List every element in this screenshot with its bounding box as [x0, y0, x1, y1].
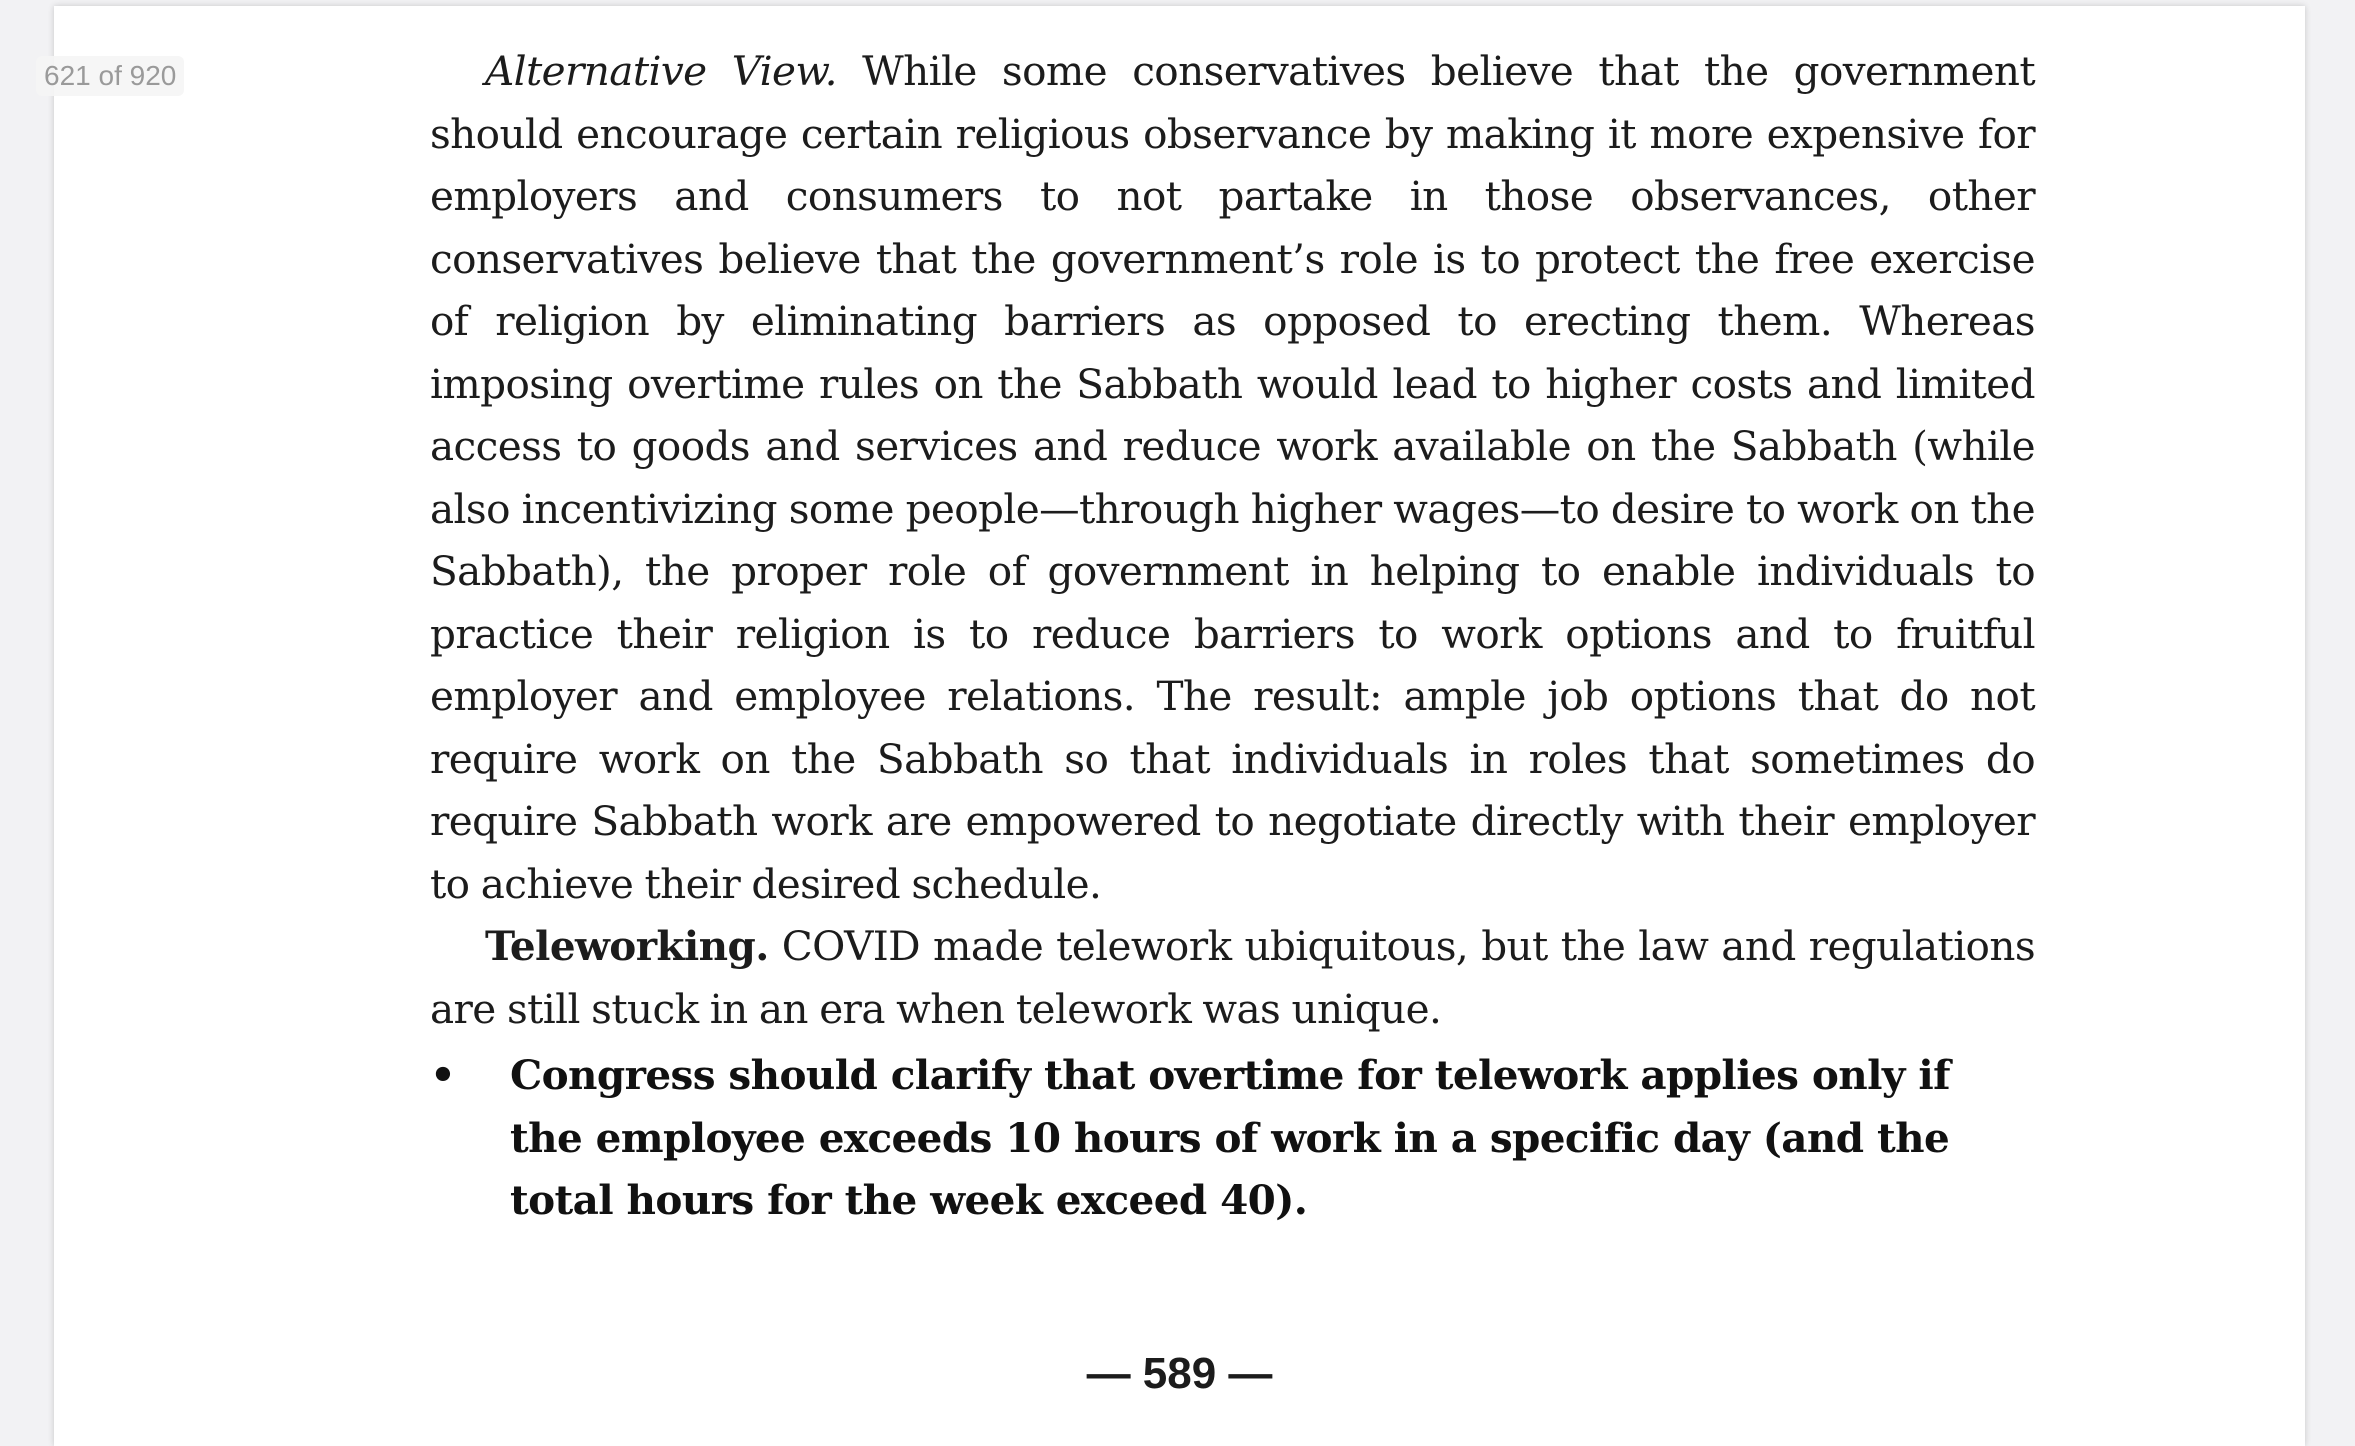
- recommendation-list: [430, 1044, 2035, 1232]
- page-number: — 589 —: [1086, 1349, 1273, 1398]
- document-page: [54, 6, 2305, 1446]
- paragraph-alternative-view: [430, 40, 2035, 915]
- recommendation-item: [430, 1044, 2035, 1232]
- teleworking-heading: Teleworking.: [485, 922, 769, 970]
- teleworking-text: COVID made telework ubiquitous, but the law and regulations are still stuck in an era when telework was unique.: [430, 922, 2035, 1033]
- bullet-marker: •: [430, 1051, 456, 1099]
- alternative-view-text: While some conservatives believe that the government should encourage certain religious observance by making it more expensive for employers and consumers to not partake in those observances, other conservatives believe that the government’s role is to protect the free exercise of religion by eliminating barriers as opposed to erecting them. Whereas imposing overtime rules on the Sabbath would lead to higher costs and limited access to goods and services and reduce work available on the Sabbath (while also incentivizing some people—through higher wages—to desire to work on the Sabbath), the proper role of government in helping to enable individuals to practice their religion is to reduce barriers to work options and to fruitful employer and employee relations. The result: ample job options that do not require work on the Sabbath so that individuals in roles that sometimes do require Sabbath work are empowered to negotiate directly with their employer to achieve their desired schedule.: [430, 47, 2035, 908]
- body-text: [430, 40, 2035, 1040]
- recommendation-text: Congress should clarify that overtime for telework applies only if the employee exceeds 10 hours of work in a specific day (and the total hours for the week exceed 40).: [510, 1051, 1950, 1224]
- alternative-view-heading: Alternative View.: [485, 47, 837, 95]
- page-indicator: 621 of 920: [36, 56, 184, 96]
- paragraph-teleworking: [430, 915, 2035, 1040]
